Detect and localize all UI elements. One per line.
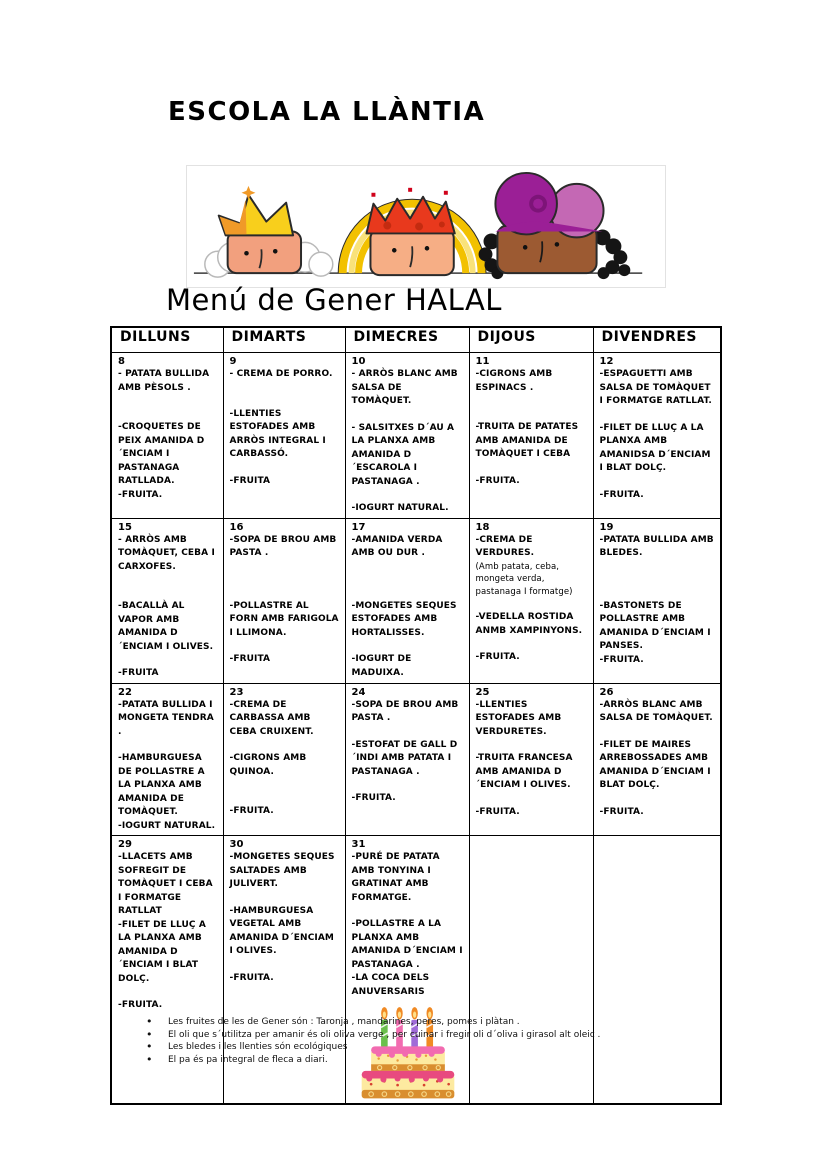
blank-line xyxy=(352,587,465,600)
menu-cell xyxy=(111,683,223,836)
date-number: 15 xyxy=(118,521,132,533)
menu-item: -FRUITA. xyxy=(599,806,644,817)
blank-line xyxy=(352,726,465,739)
menu-item: -SOPA DE BROU AMB PASTA . xyxy=(351,699,459,723)
blank-line xyxy=(352,574,465,587)
menu-item: -LLACETS AMB SOFREGIT DE TOMÀQUET I CEBA I FORMATGE RATLLAT xyxy=(118,852,213,916)
menu-item: -ESPAGUETTI AMB SALSA DE TOMÀQUET I FORMATGE RATLLAT. xyxy=(599,369,712,406)
menu-item: -FRUITA. xyxy=(475,475,520,486)
menu-cell xyxy=(223,353,345,519)
date-number: 8 xyxy=(118,356,125,367)
menu-item: -FRUITA. xyxy=(475,652,520,662)
date-number: 19 xyxy=(599,521,614,533)
date-number: 24 xyxy=(351,686,366,698)
date-number: 16 xyxy=(229,521,244,533)
date-number: 30 xyxy=(229,839,244,850)
menu-item: -BASTONETS DE POLLASTRE AMB AMANIDA D´ENCIAM I PANSES. xyxy=(599,600,711,651)
blank-line xyxy=(600,726,717,739)
menu-item: (Amb patata, ceba, mongeta verda, pastanaga I formatge) xyxy=(475,561,573,597)
week-row xyxy=(111,518,721,683)
date-number: 22 xyxy=(118,686,132,698)
blank-line xyxy=(600,574,717,587)
blank-line xyxy=(230,574,341,587)
blank-line xyxy=(476,793,589,806)
menu-item: - CREMA DE PORRO. xyxy=(229,369,333,379)
menu-item: -FILET DE LLUÇ A LA PLANXA AMB AMANIDA D´ENCIAM I BLAT DOLÇ. xyxy=(118,919,206,984)
blank-line xyxy=(230,739,341,752)
menu-item: -FRUITA. xyxy=(351,793,396,803)
blank-line xyxy=(230,640,341,653)
date-number: 29 xyxy=(118,839,132,850)
date-number: 23 xyxy=(229,686,244,698)
menu-item: - ARRÒS AMB TOMÀQUET, CEBA I CARXOFES. xyxy=(118,534,215,572)
date-number: 31 xyxy=(351,839,366,850)
weekday-header: DIJOUS xyxy=(469,327,593,353)
blank-line xyxy=(600,793,717,806)
weekday-header-row xyxy=(111,327,721,353)
blank-line xyxy=(230,462,341,475)
note-item: • El oli que s´utilitza per amanir és oli oliva verge , per cuinar i fregir oli d´oliva i girasol alt oleic . xyxy=(146,1029,746,1042)
menu-item: -ARRÒS BLANC AMB SALSA DE TOMÀQUET. xyxy=(599,699,713,723)
menu-item: -VEDELLA ROSTIDA ANMB XAMPINYONS. xyxy=(475,612,583,636)
menu-item: - ARRÒS BLANC AMB SALSA DE TOMÀQUET. xyxy=(351,369,458,406)
menu-item: -LLENTIES ESTOFADES AMB VERDURETES. xyxy=(475,699,562,737)
menu-cell xyxy=(223,518,345,683)
note-item: • Les bledes i les llenties són ecológiques xyxy=(146,1041,746,1054)
menu-item: -FRUITA. xyxy=(118,1000,163,1010)
blank-line xyxy=(352,905,465,918)
menu-item: -LLENTIES ESTOFADES AMB ARRÒS INTEGRAL I CARBASSÓ. xyxy=(229,408,326,459)
menu-item: -HAMBURGUESA DE POLLASTRE A LA PLANXA AMB AMANIDA DE TOMÀQUET. xyxy=(118,753,205,817)
blank-line xyxy=(230,561,341,574)
menu-item: -SOPA DE BROU AMB PASTA . xyxy=(229,534,337,558)
blank-line xyxy=(352,489,465,502)
menu-item: -IOGURT NATURAL. xyxy=(351,503,449,513)
menu-cell xyxy=(469,683,593,836)
three-kings-illustration xyxy=(186,165,666,288)
menu-item: -AMANIDA VERDA AMB OU DUR . xyxy=(351,534,443,558)
blank-line xyxy=(118,654,219,667)
menu-item: -PATATA BULLIDA AMB BLEDES. xyxy=(599,534,714,558)
king-red-crown xyxy=(339,188,486,275)
blank-line xyxy=(352,640,465,653)
menu-cell xyxy=(593,518,721,683)
blank-line xyxy=(476,638,589,651)
menu-item: -HAMBURGUESA VEGETAL AMB AMANIDA D´ENCIAM I OLIVES. xyxy=(229,905,334,956)
weekday-header: DIMECRES xyxy=(345,327,469,353)
menu-item: -PATATA BULLIDA I MONGETA TENDRA . xyxy=(118,699,214,737)
blank-line xyxy=(600,476,717,489)
menu-item: -FRUITA. xyxy=(599,489,644,500)
menu-item: -FRUITA. xyxy=(599,654,644,665)
week-row xyxy=(111,353,721,519)
menu-item: -TRUITA DE PATATES AMB AMANIDA DE TOMÀQUET I CEBA xyxy=(475,422,579,459)
blank-line xyxy=(230,587,341,600)
menu-cell xyxy=(345,683,469,836)
blank-line xyxy=(230,382,341,395)
blank-line xyxy=(118,395,219,408)
menu-item: -POLLASTRE AL FORN AMB FARIGOLA I LLIMONA. xyxy=(229,600,339,638)
date-number: 10 xyxy=(351,356,366,367)
menu-item: -CREMA DE VERDURES. xyxy=(475,534,535,558)
menu-item: -FRUITA xyxy=(229,654,271,664)
date-number: 12 xyxy=(599,356,614,367)
weekday-header: DIVENDRES xyxy=(593,327,721,353)
menu-item: -ESTOFAT DE GALL D´INDI AMB PATATA I PASTANAGA . xyxy=(351,739,458,777)
blank-line xyxy=(476,598,589,611)
weekday-header: DIMARTS xyxy=(223,327,345,353)
menu-item: -TRUITA FRANCESA AMB AMANIDA D´ENCIAM I OLIVES. xyxy=(475,753,573,790)
menu-item: -FRUITA xyxy=(229,475,271,486)
blank-line xyxy=(230,779,341,792)
menu-item: -CIGRONS AMB QUINOA. xyxy=(229,753,307,777)
menu-item: - PATATA BULLIDA AMB PÈSOLS . xyxy=(118,369,210,393)
menu-item: -IOGURT DE MADUIXA. xyxy=(351,654,412,678)
date-number: 25 xyxy=(475,686,490,698)
three-kings-icon xyxy=(187,166,665,287)
menu-item: -FILET DE MAIRES ARREBOSSADES AMB AMANIDA D´ENCIAM I BLAT DOLÇ. xyxy=(599,739,711,790)
weekday-header: DILLUNS xyxy=(111,327,223,353)
blank-line xyxy=(600,561,717,574)
date-number: 11 xyxy=(475,356,490,367)
menu-cell xyxy=(593,683,721,836)
menu-item: -MONGETES SEQUES SALTADES AMB JULIVERT. xyxy=(229,852,335,889)
blank-line xyxy=(230,395,341,408)
menu-item: -FRUITA xyxy=(118,668,159,678)
menu-item: -IOGURT NATURAL. xyxy=(118,820,216,831)
menu-item: -PURÉ DE PATATA AMB TONYINA I GRATINAT AMB FORMATGE. xyxy=(351,852,440,903)
blank-line xyxy=(476,408,589,421)
blank-line xyxy=(352,561,465,574)
menu-table xyxy=(110,326,722,1105)
menu-item: -FRUITA. xyxy=(229,972,274,983)
menu-item: -BACALLÀ AL VAPOR AMB AMANIDA D´ENCIAM I OLIVES. xyxy=(118,601,214,652)
blank-line xyxy=(230,892,341,905)
menu-cell xyxy=(469,353,593,519)
menu-cell xyxy=(345,353,469,519)
menu-title: Menú de Gener HALAL xyxy=(166,283,502,317)
date-number: 26 xyxy=(599,686,614,698)
menu-cell xyxy=(111,353,223,519)
blank-line xyxy=(118,408,219,421)
date-number: 17 xyxy=(351,521,366,533)
menu-cell xyxy=(345,518,469,683)
menu-item: -FRUITA. xyxy=(118,489,163,500)
menu-item: -CREMA DE CARBASSA AMB CEBA CRUIXENT. xyxy=(229,699,314,737)
week-row xyxy=(111,683,721,836)
note-item: • El pa és pa integral de fleca a diari. xyxy=(146,1054,746,1067)
menu-item: -FILET DE LLUÇ A LA PLANXA AMB AMANIDSA D´ENCIAM I BLAT DOLÇ. xyxy=(599,422,711,473)
blank-line xyxy=(600,409,717,422)
date-number: 9 xyxy=(229,356,237,367)
menu-item: -FRUITA. xyxy=(229,806,274,816)
menu-cell xyxy=(111,518,223,683)
blank-line xyxy=(230,792,341,805)
menu-item: -POLLASTRE A LA PLANXA AMB AMANIDA D´ENCIAM I PASTANAGA . xyxy=(351,919,463,970)
school-title: ESCOLA LA LLÀNTIA xyxy=(168,97,486,127)
menu-cell xyxy=(593,353,721,519)
king-purple-turban xyxy=(479,173,631,279)
menu-item: -FRUITA. xyxy=(475,806,520,817)
menu-item: - SALSITXES D´AU A LA PLANXA AMB AMANIDA D´ESCAROLA I PASTANAGA . xyxy=(351,422,455,487)
blank-line xyxy=(476,739,589,752)
king-gold-crown xyxy=(205,186,333,277)
blank-line xyxy=(352,779,465,792)
blank-line xyxy=(352,409,465,422)
menu-item: -CIGRONS AMB ESPINACS . xyxy=(475,369,553,393)
menu-cell xyxy=(223,683,345,836)
blank-line xyxy=(230,959,341,972)
menu-item: -CROQUETES DE PEIX AMANIDA D´ENCIAM I PASTANAGA RATLLADA. xyxy=(118,422,205,486)
note-item: • Les fruites de les de Gener són : Taronja , mandarines, peres, pomes i plàtan . xyxy=(146,1016,746,1029)
blank-line xyxy=(118,574,219,587)
menu-cell xyxy=(469,518,593,683)
date-number: 18 xyxy=(475,521,490,533)
blank-line xyxy=(476,395,589,408)
blank-line xyxy=(476,462,589,475)
blank-line xyxy=(118,587,219,600)
menu-item: -LA COCA DELS ANUVERSARIS xyxy=(351,973,430,997)
blank-line xyxy=(118,739,219,752)
footer-notes xyxy=(146,1016,746,1066)
blank-line xyxy=(600,587,717,600)
menu-item: -MONGETES SEQUES ESTOFADES AMB HORTALISSES. xyxy=(351,600,457,638)
blank-line xyxy=(118,986,219,999)
